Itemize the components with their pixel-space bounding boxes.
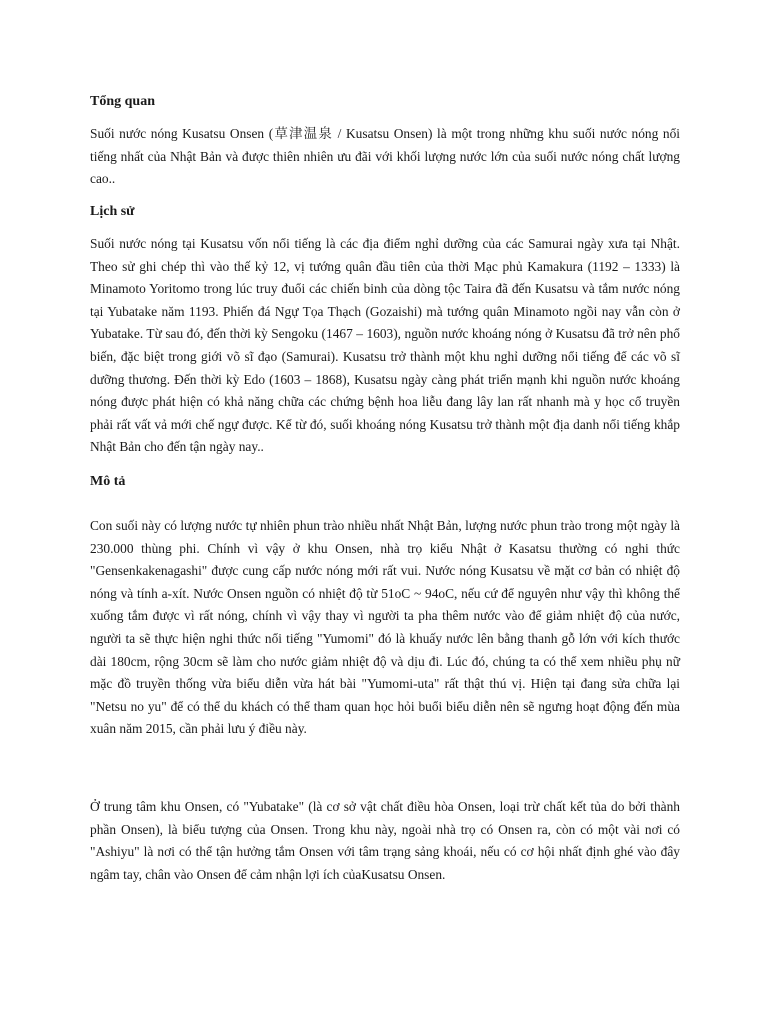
heading-description: Mô tả bbox=[90, 474, 126, 489]
paragraph-description-1: Con suối này có lượng nước tự nhiên phun trào nhiều nhất Nhật Bản, lượng nước phun trào trong một ngày là 230.000 thùng phi. Chính vì vậy ở khu Onsen, nhà trọ kiểu Nhật ở Kasatsu thường có nghi thức "Gensenkakenagashi" được cung cấp nước nóng mới rất vui. Nước nóng Kusatsu về mặt cơ bản có nhiệt độ nóng và tính a-xít. Nước Onsen nguồn có nhiệt độ từ 51oC ~ 94oC, nếu cứ để nguyên như vậy thì không thể xuống tắm được vì rất nóng, chính vì vậy thay vì người ta pha thêm nước vào để giảm nhiệt độ của nước, người ta sẽ thực hiện nghi thức nổi tiếng "Yumomi" đó là khuấy nước lên bằng thanh gỗ lớn với kích thước dài 180cm, rộng 30cm sẽ làm cho nước giảm nhiệt độ và dịu đi. Lúc đó, chúng ta có thể xem nhiều phụ nữ mặc đồ truyền thống vừa biểu diễn vừa hát bài "Yumomi-uta" rất thật thú vị. Hiện tại đang sửa chữa lại "Netsu no yu" để có thể du khách có thể tham quan học hỏi buổi biểu diễn nên sẽ ngưng hoạt động đến mùa xuân năm 2015, cần phải lưu ý điều này. bbox=[90, 518, 680, 737]
heading-overview: Tổng quan bbox=[90, 94, 155, 109]
paragraph-history: Suối nước nóng tại Kusatsu vốn nổi tiếng là các địa điểm nghỉ dưỡng của các Samurai ngày xưa tại Nhật. Theo sử ghi chép thì vào thế kỷ 12, vị tướng quân đầu tiên của thời Mạc phủ Kamakura (1192 – 1333) là Minamoto Yoritomo trong lúc truy đuổi các chiến binh của dòng tộc Taira đã đến Kusatsu và tắm nước nóng tại Yubatake năm 1193. Phiến đá Ngự Tọa Thạch (Gozaishi) mà tướng quân Minamoto ngồi nay vẫn còn ở Yubatake. Từ sau đó, đến thời kỳ Sengoku (1467 – 1603), nguồn nước khoáng nóng ở Kusatsu đã trở nên phổ biến, đặc biệt trong giới võ sĩ đạo (Samurai). Kusatsu trở thành một khu nghỉ dưỡng nổi tiếng để các võ sĩ dưỡng thương. Đến thời kỳ Edo (1603 – 1868), Kusatsu ngày càng phát triển mạnh khi nguồn nước khoáng nóng được phát hiện có khả năng chữa các chứng bệnh hoa liễu đang lây lan rất nhanh mà y học cổ truyền phải rất vất vả mới chế ngự được. Kể từ đó, suối khoáng nóng Kusatsu trở thành một địa danh nổi tiếng khắp Nhật Bản cho đến tận ngày nay.. bbox=[90, 236, 680, 455]
paragraph-overview: Suối nước nóng Kusatsu Onsen (草津温泉 / Kusatsu Onsen) là một trong những khu suối nước nóng nổi tiếng nhất của Nhật Bản và được thiên nhiên ưu đãi với khối lượng nước lớn của suối nước nóng chất lượng cao.. bbox=[90, 126, 680, 187]
paragraph-description-2: Ở trung tâm khu Onsen, có "Yubatake" (là cơ sở vật chất điều hòa Onsen, loại trừ chất kết tủa do bởi thành phần Onsen), là biểu tượng của Onsen. Trong khu này, ngoài nhà trọ có Onsen ra, còn có một vài nơi có "Ashiyu" là nơi có thể tận hưởng tắm Onsen với tâm trạng sảng khoái, nếu có cơ hội nhất định ghé vào đây ngâm tay, chân vào Onsen để cảm nhận lợi ích củaKusatsu Onsen. bbox=[90, 799, 680, 882]
heading-history: Lịch sử bbox=[90, 204, 135, 219]
